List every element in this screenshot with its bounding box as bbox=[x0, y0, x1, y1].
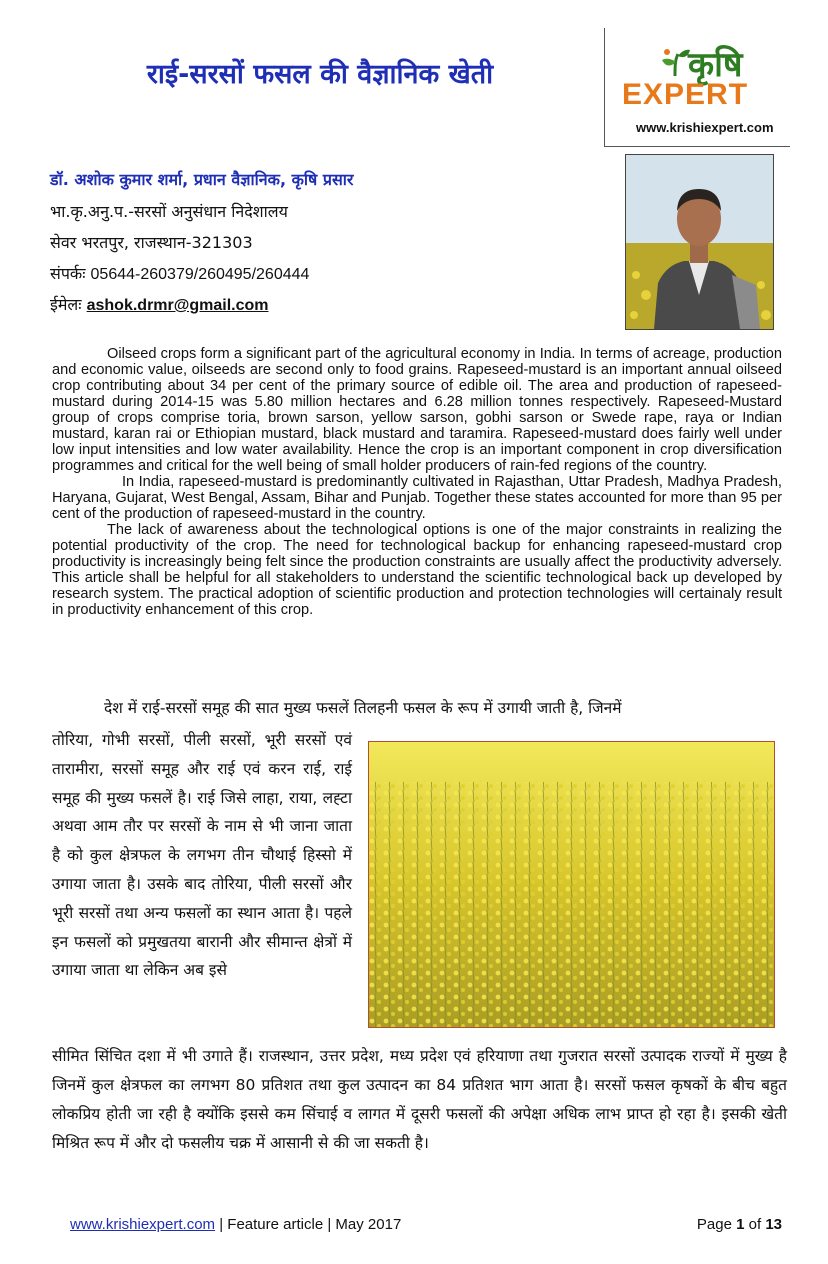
page-number bbox=[697, 1216, 782, 1233]
abstract-paragraph: Oilseed crops form a significant part of the agricultural economy in India. In terms of acreage, production and economic value, oilseeds are second only to food grains. Rapeseed-mustard is an important annual oilseed crop contributing about 34 per cent of the primary source of edible oil. The area and production of rapeseed-mustard during 2014-15 was 5.80 million hectares and 6.28 million tonnes respectively. Rapeseed-Mustard group of crops comprise toria, brown sarson, yellow sarson, gobhi sarson or Swede rape, raya or Indian mustard, karan rai or Ethiopian mustard, black mustard and taramira. Rapeseed-mustard does fairly well under low input intensities and low water availability. Hence the crop is an important component in crop diversification programmes and critical for the well being of small holder producers of rain-fed regions of the country. bbox=[52, 346, 782, 474]
mustard-field-photo bbox=[368, 741, 775, 1028]
page-prefix: Page bbox=[696, 1216, 732, 1233]
logo-hindi-text: कृषि bbox=[688, 45, 743, 85]
author-contact bbox=[50, 262, 610, 284]
footer-website-link[interactable]: www.krishiexpert.com bbox=[70, 1216, 216, 1233]
author-institute: भा.कृ.अनु.प.-सरसों अनुसंधान निदेशालय bbox=[50, 202, 288, 221]
email-link[interactable]: ashok.drmr@gmail.com bbox=[86, 297, 269, 314]
contact-number: 05644-260379/260495/260444 bbox=[90, 266, 310, 283]
author-name: डॉ. अशोक कुमार शर्मा, प्रधान वैज्ञानिक, कृषि प्रसार bbox=[50, 170, 354, 189]
contact-label: संपर्कः bbox=[50, 264, 86, 283]
header-divider-horizontal bbox=[604, 146, 790, 147]
author-photo bbox=[625, 154, 774, 330]
article-title: राई-सरसों फसल की वैज्ञानिक खेती bbox=[146, 59, 494, 90]
page-current: 1 bbox=[736, 1216, 745, 1233]
author-email bbox=[50, 293, 610, 315]
sprout-icon bbox=[658, 44, 692, 78]
author-block bbox=[50, 168, 610, 324]
page-footer bbox=[70, 1216, 790, 1233]
footer-article-type: Feature article bbox=[227, 1216, 324, 1233]
footer-separator: | bbox=[327, 1216, 332, 1233]
body-continuation: सीमित सिंचित दशा में भी उगाते हैं। राजस्थान, उत्तर प्रदेश, मध्य प्रदेश एवं हरियाणा तथा गुजरात सरसों उत्पादक राज्यों में मुख्य है जिनमें कुल क्षेत्रफल का लगभग 80 प्रतिशत तथा कुल उत्पादन का 84 प्रतिशत भाग आता है। सरसों फसल कृषकों के बीच बहुत लोकप्रिय होती जा रही है क्योंकि इससे कम सिंचाई व लागत में दूसरी फसलों की अपेक्षा अधिक लाभ प्राप्त हो रहा है। इसकी खेती मिश्रित रूप में और दो फसलीय चक्र में आसानी से की जा सकती है। bbox=[52, 1047, 787, 1152]
author-photo-illustration bbox=[626, 155, 773, 329]
page-total: 13 bbox=[765, 1216, 782, 1233]
mustard-field-illustration bbox=[369, 742, 774, 1027]
krishi-expert-logo bbox=[618, 40, 798, 140]
header-divider-vertical bbox=[604, 28, 605, 146]
body-left-column: तोरिया, गोभी सरसों, पीली सरसों, भूरी सरसों एवं तारामीरा, सरसों समूह और राई एवं करन राई, राई समूह की मुख्य फसलें है। राई जिसे लाहा, राया, लह्टा अथवा आम तौर पर सरसों के नाम से भी जाना जाता है को कुल क्षेत्रफल के लगभग तीन चौथाई हिस्सो में उगाया जाता है। उसके बाद तोरिया, पीली सरसों और भूरी सरसों तथा अन्य फसलों का स्थान आता है। पहले इन फसलों को प्रमुखतया बारानी और सीमान्त क्षेत्रों में उगाया जाता था लेकिन अब इसे bbox=[52, 731, 352, 980]
author-address: सेवर भरतपुर, राजस्थान-321303 bbox=[50, 233, 253, 252]
logo-url: www.krishiexpert.com bbox=[636, 120, 774, 135]
abstract-paragraph: In India, rapeseed-mustard is predominantly cultivated in Rajasthan, Uttar Pradesh, Madhya Pradesh, Haryana, Gujarat, West Bengal, Assam, Bihar and Punjab. Together these states accounted for more than 95 per cent of the production of rapeseed-mustard in the country. bbox=[52, 474, 782, 522]
logo-expert-text: EXPERT bbox=[622, 78, 749, 111]
body-intro: देश में राई-सरसों समूह की सात मुख्य फसलें तिलहनी फसल के रूप में उगायी जाती है, जिनमें bbox=[104, 699, 622, 717]
abstract-paragraph: The lack of awareness about the technological options is one of the major constraints in realizing the potential productivity of the crop. The need for technological backup for enhancing rapeseed-mustard crop productivity is increasingly being felt since the production constraints are usually affect the productivity adversely. This article shall be helpful for all stakeholders to understand the scientific technological back up developed by research system. The practical adoption of scientific production and protection technologies will certainaly result in productivity enhancement of this crop. bbox=[52, 522, 782, 618]
footer-date: May 2017 bbox=[335, 1216, 402, 1233]
email-label: ईमेलः bbox=[50, 295, 82, 314]
footer-separator: | bbox=[219, 1216, 224, 1233]
page-of: of bbox=[748, 1216, 762, 1233]
abstract bbox=[52, 346, 782, 618]
